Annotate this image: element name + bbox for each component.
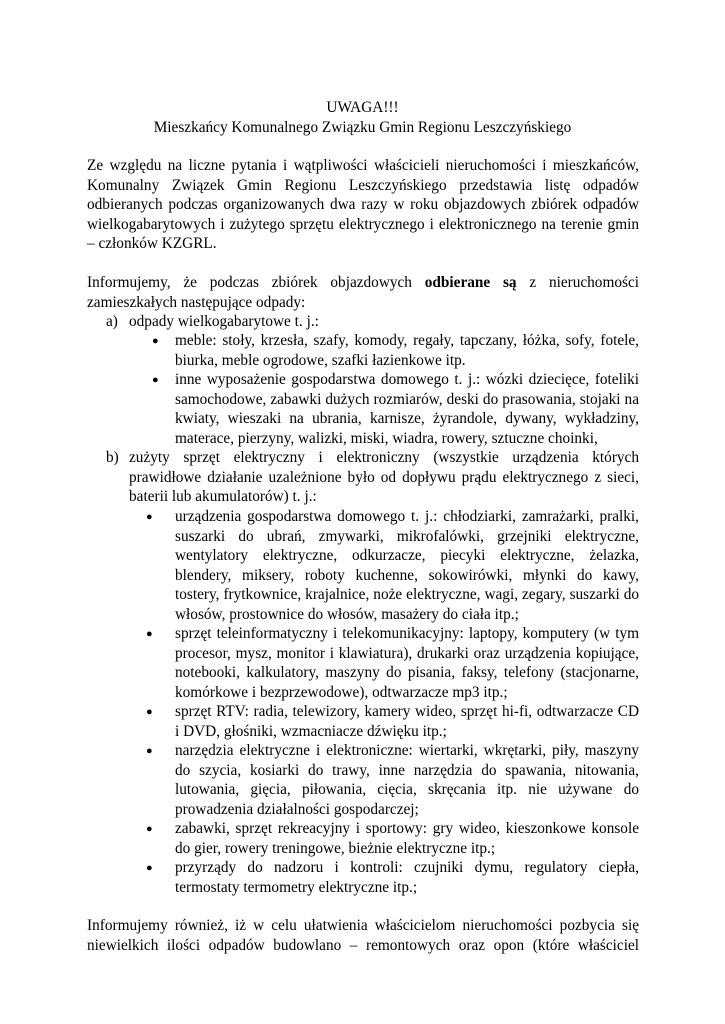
bullet-icon: ●	[152, 374, 159, 386]
section-b-item-2: sprzęt teleinformatyczny i telekomunikacyjny: laptopy, komputery (w tym procesor, mysz, monitor i klawiatura), drukarki oraz urządzenia kopiujące, notebooki, kalkulatory, maszyny do pisania, faksy, telefony (stacjonarne, komórkowe i bezprzewodowe), odtwarzacze mp3 itp.;	[175, 625, 639, 701]
bullet-icon: ●	[152, 335, 159, 347]
bullet-icon: ●	[146, 706, 153, 718]
info-paragraph	[87, 273, 639, 312]
closing-paragraph: Informujemy również, iż w celu ułatwienia właścicielom nieruchomości pozbycia się niewielkich ilości odpadów budowlano – remontowych oraz opon (które właściciel	[87, 917, 639, 954]
info-text-before: Informujemy, że podczas zbiórek objazdowych	[87, 274, 425, 291]
bullet-icon: ●	[146, 628, 153, 640]
info-text-bold: odbierane są	[424, 274, 517, 291]
section-a-item-2: inne wyposażenie gospodarstwa domowego t. j.: wózki dziecięce, foteliki samochodowe, zabawki dużych rozmiarów, deski do prasowania, stojaki na kwiaty, wieszaki na ubrania, karnisze, żyrandole, dywany, wykładziny, materace, pierzyny, walizki, miski, wiadra, rowery, sztuczne choinki,	[175, 371, 639, 447]
section-b-item-6: przyrządy do nadzoru i kontroli: czujniki dymu, regulatory ciepła, termostaty termometry elektryczne itp.;	[175, 859, 639, 896]
page-title: UWAGA!!!	[326, 99, 399, 116]
bullet-icon: ●	[146, 823, 153, 835]
intro-paragraph: Ze względu na liczne pytania i wątpliwości właścicieli nieruchomości i mieszkańców, Komunalny Związek Gmin Regionu Leszczyńskiego przedstawia listę odpadów odbieranych podczas organizowanych dwa razy w roku objazdowych zbiórek odpadów wielkogabarytowych i zużytego sprzętu elektrycznego i elektronicznego na terenie gmin – członków KZGRL.	[87, 157, 639, 252]
bullet-icon: ●	[146, 745, 153, 757]
section-a-item-1: meble: stoły, krzesła, szafy, komody, regały, tapczany, łóżka, sofy, fotele, biurka, meble ogrodowe, szafki łazienkowe itp.	[175, 332, 639, 369]
section-b-item-5: zabawki, sprzęt rekreacyjny i sportowy: gry wideo, kieszonkowe konsole do gier, rowery treningowe, bieżnie elektryczne itp.;	[175, 820, 639, 857]
info-text-after: z nieruchomości zamieszkałych następujące odpady:	[87, 274, 639, 311]
bullet-icon: ●	[146, 862, 153, 874]
section-b-item-4: narzędzia elektryczne i elektroniczne: wiertarki, wkrętarki, piły, maszyny do szycia, kosiarki do trawy, inne narzędzia do spawania, nitowania, lutowania, gięcia, piłowania, cięcia, skręcania itp. nie używane do prowadzenia działalności gospodarczej;	[175, 742, 639, 818]
section-b-item-3: sprzęt RTV: radia, telewizory, kamery wideo, sprzęt hi-fi, odtwarzacze CD i DVD, głośniki, wzmacniacze dźwięku itp.;	[175, 703, 639, 740]
section-a-label: odpady wielkogabarytowe t. j.:	[129, 313, 319, 330]
section-a-marker: a)	[106, 313, 118, 330]
page-subtitle: Mieszkańcy Komunalnego Związku Gmin Regionu Leszczyńskiego	[153, 119, 572, 136]
section-b-item-1: urządzenia gospodarstwa domowego t. j.: chłodziarki, zamrażarki, pralki, suszarki do ubrań, zmywarki, mikrofalówki, grzejniki elektryczne, wentylatory elektryczne, odkurzacze, piecyki elektryczne, żelazka, blendery, miksery, roboty kuchenne, sokowirówki, młynki do kawy, tostery, frytkownice, krajalnice, noże elektryczne, wagi, zegary, suszarki do włosów, prostownice do włosów, masażery do ciała itp.;	[175, 508, 639, 623]
section-b-marker: b)	[106, 449, 119, 466]
section-b-label: zużyty sprzęt elektryczny i elektroniczny (wszystkie urządzenia których prawidłowe działanie uzależnione było od dopływu prądu elektrycznego z sieci, baterii lub akumulatorów) t. j.:	[129, 449, 639, 505]
bullet-icon: ●	[146, 511, 153, 523]
